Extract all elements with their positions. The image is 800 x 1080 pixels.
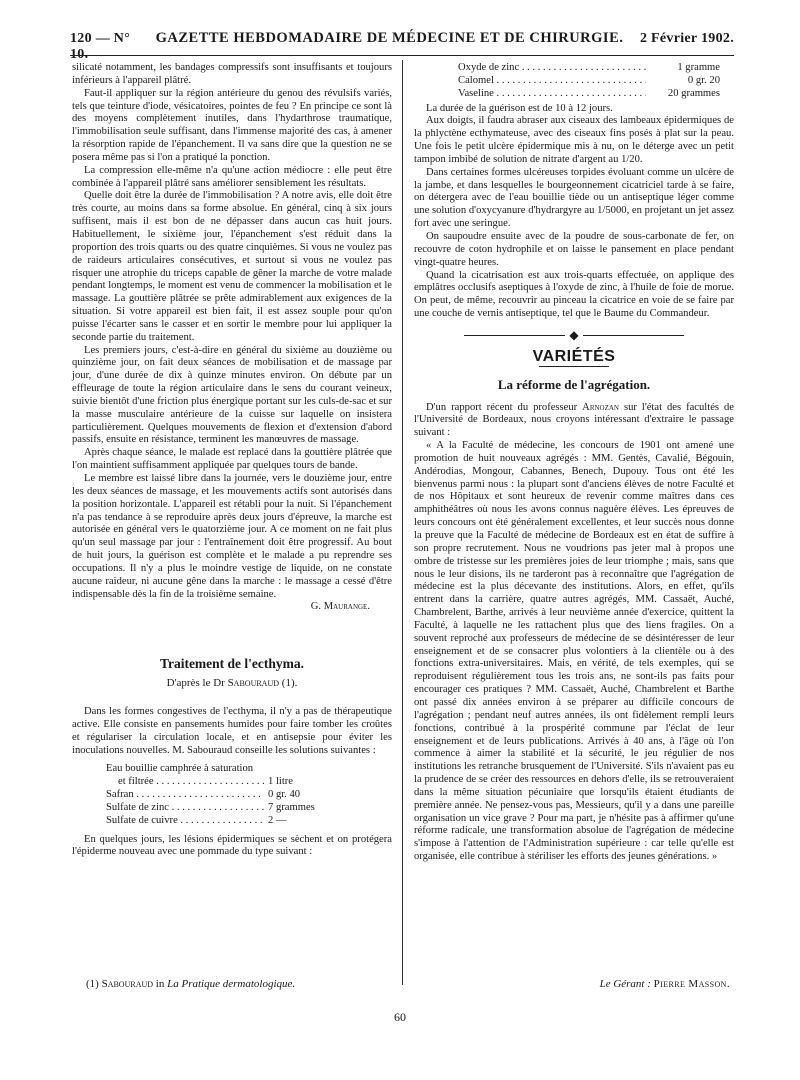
heading-underline — [539, 366, 609, 367]
quoted-report: « A la Faculté de médecine, les concours de 1901 ont amené une promotion de huit nouveaux agrégés : MM. Gentès, Cavalié, Bégouin, Andérodias, Mongour, Cabannes, Benech, Dupouy. Tous ont été les bienvenus parmi nous : la plupart sont d'anciens élèves de notre Faculté et de nos Hôpitaux et sont heureux de revenir comme maîtres dans ces amphithéâtres où nous les avons connus naguère élèves. Les épreuves de leurs concours ont été généralement excellentes, et leur succès nous donne la preuve que la Faculté de médecine de Bordeaux est en état de suffire à son propre recrutement. Nous ne voudrions pas jeter mal à propos une ombre de tristesse sur les premières joies de leur triomphe ; mais, sans que nous le leur disions, ils ne tarderont pas à reconnaître que l'agrégation de médecine est la plus décevante des institutions. Alors, en effet, qu'ils entrent dans la carrière, quatre autres agrégés, MM. Cassaët, Auché, Chambrelent, Barthe, arrivés à leur neuvième année d'exercice, quittent la Faculté, à laquelle ne les rattachent plus que des liens fragiles. On a souvent reproché aux professeurs de médecine de se désintéresser de leur enseignement et de se consacrer plus volontiers à la clientèle ou à des fonctions extra-universitaires. Mais, en vérité, de tels exemples, qui se reproduisent régulièrement tous les trois ans, ne sont-ils pas faits pour encourager ces pratiques ? MM. Cassaët, Auché, Chambrelent et Barthe ont passé dix années environ à se préparer au difficile concours de l'agrégation ; pendant neuf autres années, ils ont fidèlement rempli leurs fonctions, contribué à la prospérité commune par l'éclat de leur enseignement et de leurs publications. Arrivés à 40 ans, à l'âge où l'on commence à aimer la stabilité et la sécurité, le jeu régulier de nos institutions les retranche brusquement de l'Université. S'ils n'avaient pas eu la prudence de se créer des ressources en dehors d'elle, ils se retrouveraient dans la même situation pécuniaire que lorsqu'ils étaient étudiants de première année. Ne pensez-vous pas, Messieurs, qu'il y a dans une pareille organisation un vice grave ? Pour ma part, je n'hésite pas à affirmer qu'une réforme radicale, une transformation absolue de l'agrégation de médecine s'impose à l'attention de l'Administration supérieure : car telle qu'elle est organisée, elle contribue à stériliser les efforts des jeunes générations. » — [414, 440, 734, 863]
paragraph: La compression elle-même n'a qu'une action médiocre : elle peut être combinée à l'appareil plâtré sans améliorer sensiblement les résultats. — [72, 164, 392, 189]
text-run: sur l'état des facultés de l'Université de Bordeaux, nous croyons intéressant d'extraire le passage suivant : — [414, 401, 734, 439]
publisher-credit — [600, 978, 730, 990]
column-divider — [402, 60, 403, 985]
rx-quantity: 0 gr. 20 — [646, 75, 720, 88]
page-number: 120 — N° 10. — [70, 31, 131, 62]
footnote-in: in — [153, 978, 168, 990]
section-ornament — [414, 329, 734, 341]
issue-date: 2 Février 1902. — [639, 31, 734, 46]
section-heading-varietes: VARIÉTÉS — [532, 347, 616, 365]
rx-quantity: 1 gramme — [646, 62, 720, 75]
footnote-author: Sabouraud — [101, 978, 154, 990]
article-title: La réforme de l'agrégation. — [497, 376, 651, 392]
rx-ingredient: Safran . . . — [106, 789, 264, 802]
rx-ingredient: et filtrée . . . — [106, 776, 264, 789]
rx-ingredient: Oxyde de zinc . . . — [458, 62, 646, 75]
rx-ingredient: Sulfate de zinc . . . — [106, 802, 264, 815]
rx-quantity: 20 grammes — [646, 88, 720, 101]
folio-number: 60 — [394, 1010, 406, 1024]
diamond-ornament-icon: ◆ — [565, 328, 582, 342]
paragraph: Faut-il appliquer sur la région antérieure du genou des révulsifs variés, tels que teinture d'iode, vésicatoires, pointes de feu ? En principe ce sont là des moyens complètement inutiles, dans l'hydarthrose traumatique, l'immobilisation seule suffisant, dans l'immense majorité des cas, à amener la résorption rapide de l'épanchement. Il va sans dire que la question ne se posera même pas si l'on a pratiqué la ponction. — [72, 87, 392, 163]
text-run: D'un rapport récent du professeur — [426, 401, 583, 413]
rx-ingredient: Calomel . . . — [458, 75, 646, 88]
rx-quantity: 1 litre — [264, 776, 336, 789]
footnote-number: (1) — [86, 978, 102, 990]
paragraph: Le membre est laissé libre dans la journée, vers le douzième jour, entre les deux séances de massage, et les mouvements actifs sont autorisés dans la position horizontale. L'appareil est rétabli pour la nuit. Si l'épanchement n'a pas tendance à se reproduire après deux jours d'épreuve, la marche est autorisée en général vers le quatorzième jour. A ce moment on ne fait plus qu'un seul massage par jour : l'entraînement doit être progressif. Au bout de huit jours, la guérison est complète et le malade a pu reprendre ses occupations. Il n'y a plus le moindre vestige de liquide, on ne constate aucune raideur, ni aucune gêne dans la marche : le massage a cessé d'être indispensable dès la fin de la troisième semaine. — [72, 473, 392, 600]
running-header — [70, 30, 734, 62]
journal-title: GAZETTE HEBDOMADAIRE DE MÉDECINE ET DE CHIRURGIE. — [155, 30, 624, 46]
section-title: Traitement de l'ecthyma. — [159, 656, 305, 672]
rx-line: Eau bouillie camphrée à saturation — [106, 763, 254, 775]
byline-prefix: D'après le Dr — [166, 677, 228, 690]
paragraph: Les premiers jours, c'est-à-dire en général du sixième au douzième ou quinzième jour, on fait deux séances de mobilisation et de massage par jour, d'une durée de dix à quinze minutes environ. On débute par un effleurage de toute la région articulaire dans le sens du courant veineux, suivie bientôt d'une friction plus énergique portant sur les culs-de-sac et sur la masse musculaire antérieure de la cuisse sur laquelle on insistera particulièrement. Quelques mouvements de flexion et d'extension d'abord passifs, ensuite en résistance, terminent les manœuvres de massage. — [72, 344, 392, 446]
paragraph: Quelle doit être la durée de l'immobilisation ? A notre avis, elle doit être très courte, au moins dans sa forme absolue. En général, cinq à six jours suffisent, mais il est bon de ne dépasser dans aucun cas huit jours. Habituellement, le sixième jour, l'épanchement s'est réduit dans la proportion des trois quarts ou des quatre cinquièmes. Si vous ne voulez pas de raideurs articulaires consécutives, et surtout si vous ne voulez pas risquer une atrophie du triceps capable de gêner la marche de votre malade pendant longtemps, le moment est venu de commencer la mobilisation et le massage. La gouttière plâtrée se prête admirablement aux exigences de la situation. Si votre appareil est bien fait, il est assez souple pour qu'on puisse l'écarter sans le casser et en sortir le membre pour lui appliquer la seconde partie du traitement. — [72, 190, 392, 343]
paragraph: Après chaque séance, le malade est replacé dans la gouttière plâtrée que l'on maintient suffisamment appliquée par quelques tours de bande. — [72, 447, 392, 472]
paragraph: Dans certaines formes ulcéreuses torpides évoluant comme un ulcère de la jambe, et dans lesquelles le bourgeonnement cicatriciel tarde à se faire, on détergera avec de l'eau bouillie tiède ou un antiseptique léger comme une solution d'oxycyanure d'hydrargyre au 1/5000, en projetant un jet assez fort avec une seringue. — [414, 166, 734, 230]
rx-quantity: 7 grammes — [264, 802, 336, 815]
paragraph: On saupoudre ensuite avec de la poudre de sous-carbonate de fer, on recouvre de coton hydrophile et on laisse le pansement en place pendant vingt-quatre heures. — [414, 230, 734, 268]
byline — [72, 677, 392, 690]
rx-quantity: 2 — — [264, 815, 336, 828]
prescription-ointment — [458, 62, 720, 101]
paragraph: silicaté notamment, les bandages compressifs sont insuffisants et toujours inférieurs à l'appareil plâtré. — [72, 62, 392, 86]
paragraph: La durée de la guérison est de 10 à 12 jours. — [426, 102, 613, 114]
author-signature: G. Maurange. — [310, 601, 370, 613]
footnote — [86, 978, 295, 990]
rx-ingredient: Vaseline . . . — [458, 88, 646, 101]
paragraph: Dans les formes congestives de l'ecthyma, il n'y a pas de thérapeutique active. Elle consiste en pansements humides pour faire tomber les croûtes et régulariser la circulation locale, et en antisepsie pour éviter les inoculations nouvelles. M. Sabouraud conseille les solutions suivantes : — [72, 705, 392, 756]
rx-ingredient: Sulfate de cuivre . . . — [106, 815, 264, 828]
left-column — [72, 62, 392, 859]
header-rule — [70, 55, 734, 56]
paragraph: Aux doigts, il faudra abraser aux ciseaux des lambeaux épidermiques de la phlyctène ecthymateuse, avec des ciseaux fins posés à plat sur la peau. Une fois le petit ulcère épidermique mis à nu, on le déterge avec un petit tampon imbibé de solution de nitrate d'argent au 1/20. — [414, 115, 734, 165]
paragraph: En quelques jours, les lésions épidermiques se sèchent et on protégera l'épiderme nouveau avec une pommade du type suivant : — [72, 833, 392, 858]
paragraph: Quand la cicatrisation est aux trois-quarts effectuée, on applique des emplâtres occlusifs aseptiques à l'oxyde de zinc, à l'huile de foie de morue. On peut, de même, recouvrir au pinceau la cicatrice en voie de se faire par une couche de vernis antiseptique, tel que le Baume du Commandeur. — [414, 269, 734, 320]
byline-author: Sabouraud — [227, 677, 280, 690]
byline-note: (1). — [279, 677, 298, 690]
professor-name: Arnozan — [582, 401, 619, 413]
footnote-work: La Pratique dermatologique. — [167, 978, 296, 990]
gerant-name: Pierre Masson. — [653, 978, 730, 990]
gerant-label: Le Gérant : — [599, 978, 651, 990]
paragraph — [414, 402, 734, 441]
right-column — [414, 62, 734, 864]
prescription-solution — [106, 763, 336, 827]
rx-quantity: 0 gr. 40 — [264, 789, 336, 802]
